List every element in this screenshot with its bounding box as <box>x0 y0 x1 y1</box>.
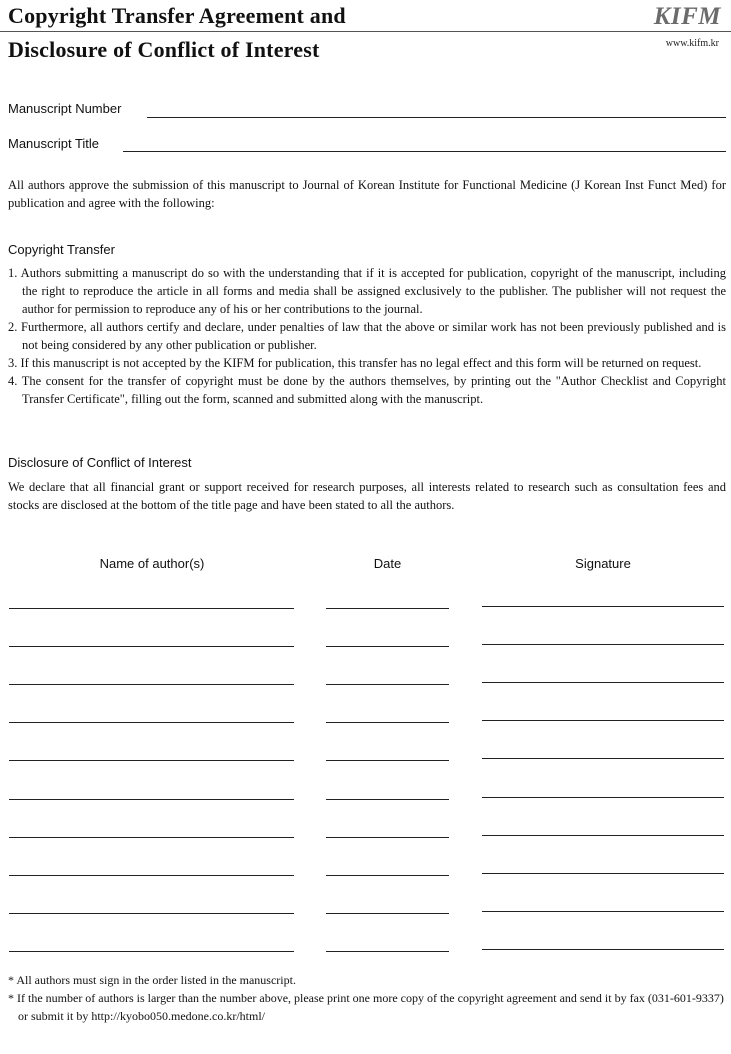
date-field[interactable] <box>326 837 449 838</box>
page-title-line-2: Disclosure of Conflict of Interest <box>8 37 320 62</box>
list-item: 4. The consent for the transfer of copyright must be done by the authors themselves, by printing out the "Author Checklist and Copyright Transfer Certificate", filling out the form, scanned and submitted along with the manuscript. <box>8 374 726 406</box>
signature-field[interactable] <box>482 644 724 645</box>
signature-field[interactable] <box>482 606 724 607</box>
date-field[interactable] <box>326 799 449 800</box>
author-name-field[interactable] <box>9 951 294 952</box>
manuscript-title-label: Manuscript Title <box>8 136 100 151</box>
signature-field[interactable] <box>482 682 724 683</box>
footnotes <box>8 971 726 1025</box>
signature-field[interactable] <box>482 835 724 836</box>
kifm-logo: KIFM <box>653 3 721 30</box>
author-name-field[interactable] <box>9 837 294 838</box>
column-header-author-name: Name of author(s) <box>99 556 205 571</box>
page-title-line-1: Copyright Transfer Agreement and <box>8 3 346 28</box>
author-name-field[interactable] <box>9 608 294 609</box>
column-header-date: Date <box>373 556 402 571</box>
list-item: 2. Furthermore, all authors certify and declare, under penalties of law that the above or similar work has not been previously published and is not being considered by any other publication or publisher. <box>8 320 726 352</box>
disclosure-paragraph: We declare that all financial grant or support received for research purposes, all interests related to research such as consultation fees and stocks are disclosed at the bottom of the title page and have been stated to all the authors. <box>8 480 726 512</box>
signature-field[interactable] <box>482 758 724 759</box>
signature-field[interactable] <box>482 911 724 912</box>
manuscript-number-label: Manuscript Number <box>8 101 122 116</box>
date-field[interactable] <box>326 913 449 914</box>
website-url: www.kifm.kr <box>665 38 719 49</box>
date-field[interactable] <box>326 875 449 876</box>
signature-field[interactable] <box>482 720 724 721</box>
signature-field[interactable] <box>482 949 724 950</box>
date-field[interactable] <box>326 608 449 609</box>
date-field[interactable] <box>326 760 449 761</box>
date-field[interactable] <box>326 722 449 723</box>
manuscript-title-field[interactable] <box>123 151 726 152</box>
signature-field[interactable] <box>482 797 724 798</box>
author-name-field[interactable] <box>9 913 294 914</box>
manuscript-number-field[interactable] <box>147 117 726 118</box>
author-name-field[interactable] <box>9 646 294 647</box>
author-name-field[interactable] <box>9 875 294 876</box>
intro-paragraph: All authors approve the submission of this manuscript to Journal of Korean Institute for Functional Medicine (J Korean Inst Funct Med) for publication and agree with the following: <box>8 178 726 210</box>
list-item: 1. Authors submitting a manuscript do so with the understanding that if it is accepted for publication, copyright of the manuscript, including the right to reproduce the article in all forms and media shall be assigned exclusively to the publisher. The publisher will not request the author for permission to reproduce any of his or her contributions to the journal. <box>8 266 726 316</box>
footnote-extra-copy: * If the number of authors is larger than the number above, please print one more copy of the copyright agreement and send it by fax (031-601-9337) or submit it by http://kyobo050.medone.co.kr/html/ <box>8 991 724 1023</box>
date-field[interactable] <box>326 951 449 952</box>
author-name-field[interactable] <box>9 799 294 800</box>
column-header-signature: Signature <box>575 556 631 571</box>
author-name-field[interactable] <box>9 760 294 761</box>
copyright-terms-list <box>8 264 726 408</box>
copyright-transfer-heading: Copyright Transfer <box>8 242 115 257</box>
list-item: 3. If this manuscript is not accepted by the KIFM for publication, this transfer has no legal effect and this form will be returned on request. <box>8 356 702 370</box>
author-name-field[interactable] <box>9 722 294 723</box>
author-name-field[interactable] <box>9 684 294 685</box>
date-field[interactable] <box>326 646 449 647</box>
footnote-sign-order: * All authors must sign in the order listed in the manuscript. <box>8 973 296 987</box>
date-field[interactable] <box>326 684 449 685</box>
disclosure-heading: Disclosure of Conflict of Interest <box>8 455 192 470</box>
signature-field[interactable] <box>482 873 724 874</box>
header-divider <box>0 31 731 32</box>
